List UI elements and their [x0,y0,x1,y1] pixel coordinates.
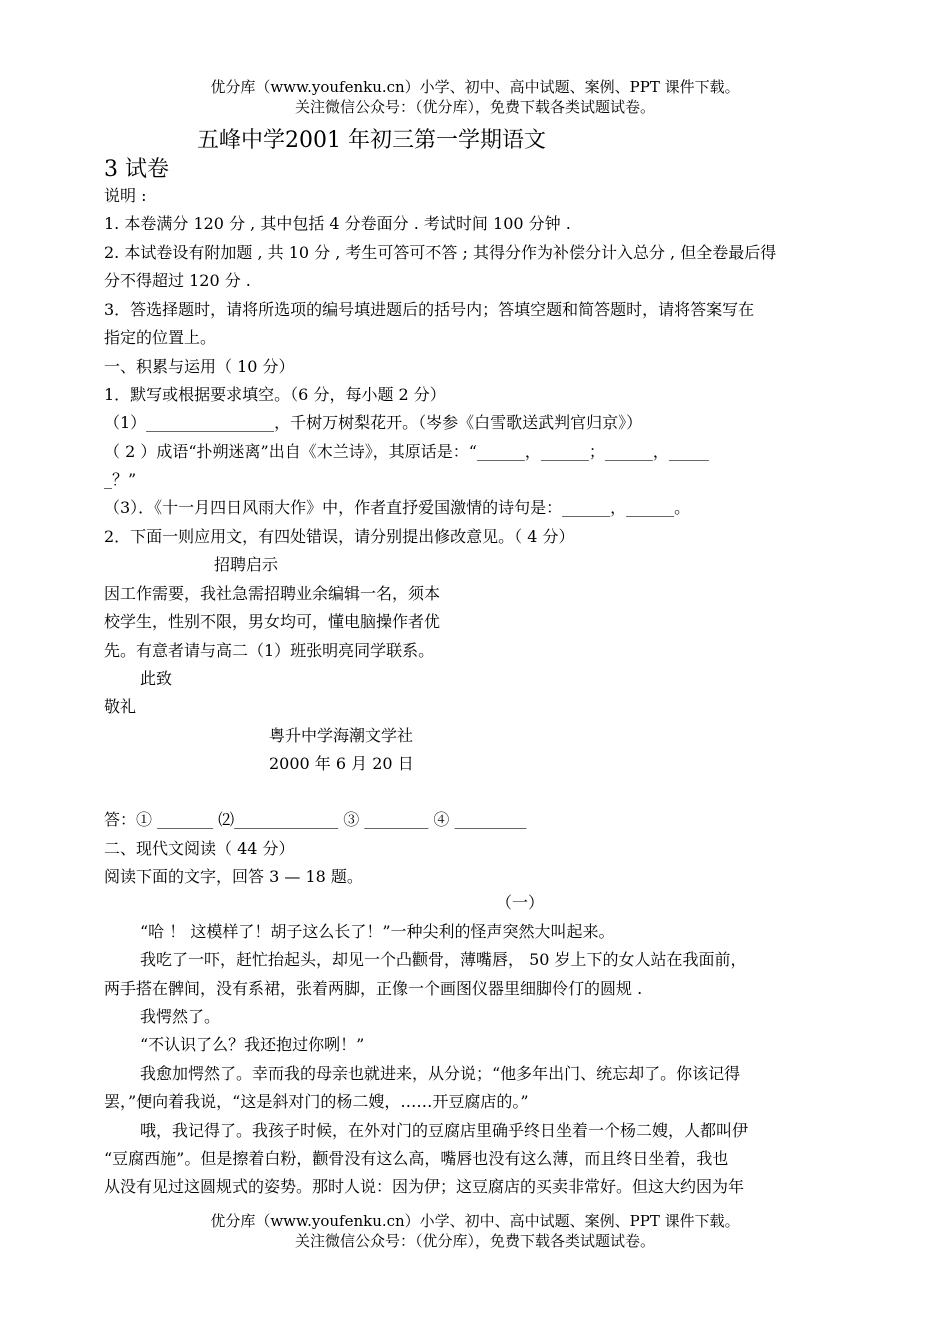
section-1-heading: 一、积累与运用（ 10 分） [104,357,295,376]
header-line-2: 关注微信公众号：（优分库），免费下载各类试题试卷。 [294,98,655,116]
paragraph-5-cont: 罢，”便向着我说，“这是斜对门的杨二嫂，……开豆腐店的。” [104,1092,529,1111]
paragraph-6: 哦，我记得了。我孩子时候，在外对门的豆腐店里确乎终日坐着一个杨二嫂，人都叫伊 [140,1121,749,1140]
exam-title: 五峰中学2001 年初三第一学期语文 [197,128,546,153]
question-1-2-cont: _？” [104,470,137,489]
question-1-1: （1）________________，千树万树梨花开。（岑参《白雪歌送武判官归京》） [104,413,643,432]
footer-line-1: 优分库（www.youfenku.cn）小学、初中、高中试题、案例、PPT 课件下载。 [210,1212,740,1230]
instructions-heading: 说明 : [104,186,147,205]
notice-closing-2: 敬礼 [104,697,137,716]
paragraph-2-cont: 两手搭在髀间，没有系裙，张着两脚，正像一个画图仪器里细脚伶仃的圆规 . [104,979,643,998]
instruction-1: 1. 本卷满分 120 分 , 其中包括 4 分卷面分 . 考试时间 100 分钟 . [104,214,571,233]
paragraph-3: 我愕然了。 [140,1007,221,1026]
instruction-3: 3．答选择题时，请将所选项的编号填进题后的括号内；答填空题和简答题时，请将答案写在 [104,300,755,319]
paragraph-6-cont-1: “豆腐西施”。但是擦着白粉，颧骨没有这么高，嘴唇也没有这么薄，而且终日坐着，我也 [104,1149,729,1168]
paragraph-4: “不认识了么？我还抱过你咧！” [140,1035,365,1054]
exam-title-cont: 3 试卷 [104,157,169,182]
question-2: 2．下面一则应用文，有四处错误，请分别提出修改意见。（ 4 分） [104,527,575,546]
paragraph-6-cont-2: 从没有见过这圆规式的姿势。那时人说：因为伊；这豆腐店的买卖非常好。但这大约因为年 [104,1177,745,1196]
footer-line-2: 关注微信公众号：（优分库），免费下载各类试题试卷。 [294,1232,655,1250]
question-1: 1．默写或根据要求填空。（6 分，每小题 2 分） [104,385,446,404]
notice-body-3: 先。有意者请与高二（1）班张明亮同学联系。 [104,641,435,660]
notice-body-2: 校学生，性别不限，男女均可，懂电脑操作者优 [104,612,441,631]
paragraph-5: 我愈加愕然了。幸而我的母亲也就进来，从分说；“他多年出门、统忘却了。你该记得 [140,1064,741,1083]
notice-date: 2000 年 6 月 20 日 [269,754,414,773]
part-label: （一） [496,893,545,912]
notice-title: 招聘启示 [214,555,279,574]
answer-line: 答：① _______ ⑵_____________ ③ ________ ④ _________ [104,810,527,829]
instruction-3-cont: 指定的位置上。 [104,328,217,347]
reading-intro: 阅读下面的文字，回答 3 — 18 题。 [104,867,363,886]
notice-body-1: 因工作需要，我社急需招聘业余编辑一名，须本 [104,584,441,603]
question-1-3: （3）．《十一月四日风雨大作》中，作者直抒爱国激情的诗句是：______，______。 [104,498,691,517]
section-2-heading: 二、现代文阅读（ 44 分） [104,839,295,858]
paragraph-1: “哈 ！ 这模样了！胡子这么长了！”一种尖利的怪声突然大叫起来。 [140,922,615,941]
header-line-1: 优分库（www.youfenku.cn）小学、初中、高中试题、案例、PPT 课件下载。 [210,78,740,96]
instruction-2: 2. 本试卷设有附加题 , 共 10 分 , 考生可答可不答 ; 其得分作为补偿分计入总分 , 但全卷最后得 [104,243,777,262]
notice-closing-1: 此致 [140,669,173,688]
notice-signer: 粤升中学海潮文学社 [269,726,414,745]
paragraph-2: 我吃了一吓，赶忙抬起头，却见一个凸颧骨，薄嘴唇， 50 岁上下的女人站在我面前， [140,950,747,969]
question-1-2: （ 2 ）成语“扑朔迷离”出自《木兰诗》，其原话是：“______，______；______，_____ [104,442,709,461]
instruction-2-cont: 分不得超过 120 分 . [104,271,251,290]
